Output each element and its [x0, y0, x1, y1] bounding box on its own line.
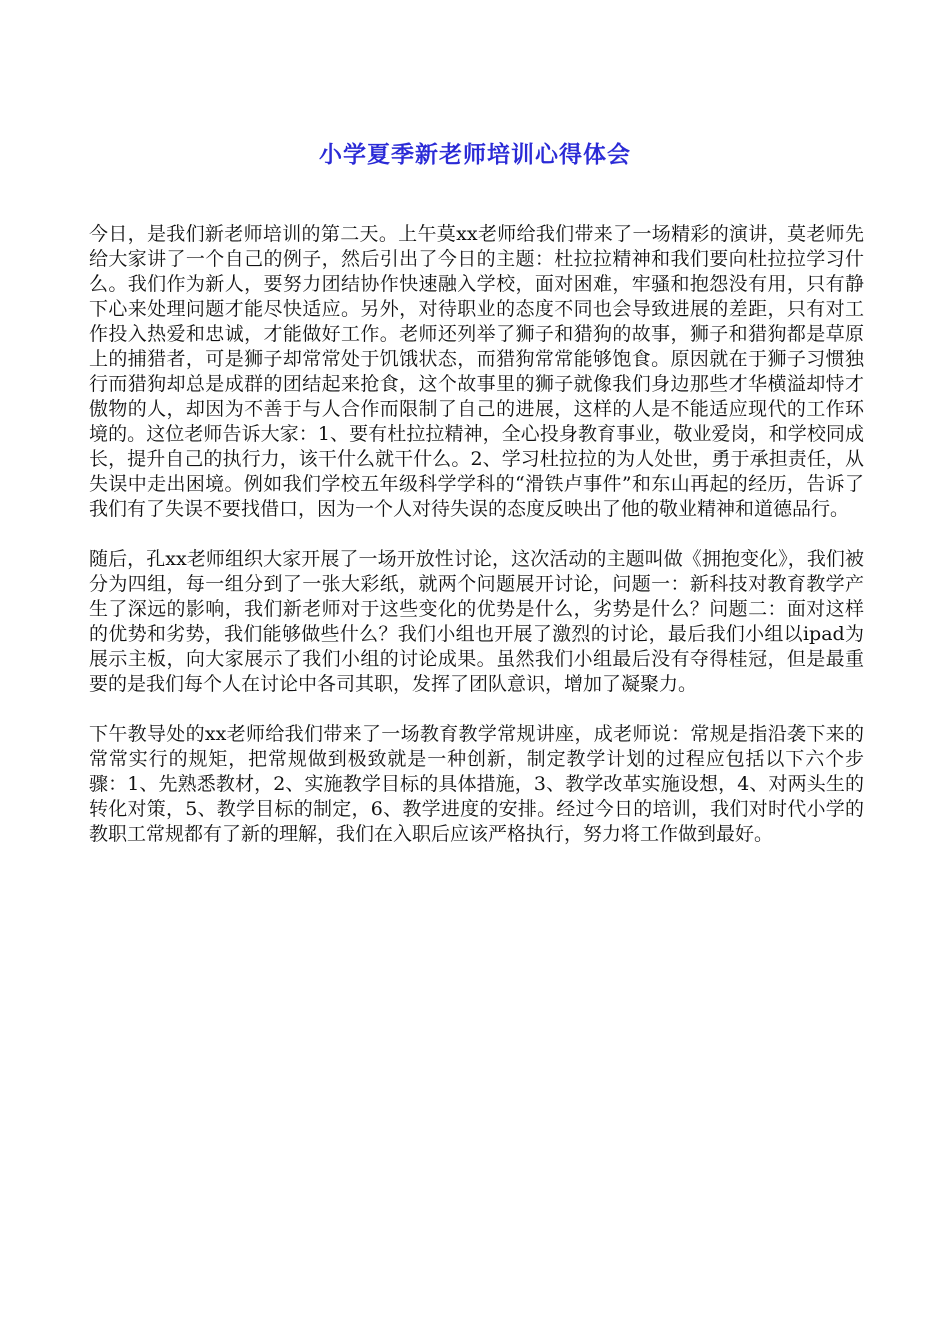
paragraph-2: 随后，孔xx老师组织大家开展了一场开放性讨论，这次活动的主题叫做《拥抱变化》，我们被分为四组，每一组分到了一张大彩纸，就两个问题展开讨论，问题一：新科技对教育教学产生了深远的影响，我们新老师对于这些变化的优势是什么，劣势是什么？问题二：面对这样的优势和劣势，我们能够做些什么？我们小组也开展了激烈的讨论，最后我们小组以ipad为展示主板，向大家展示了我们小组的讨论成果。虽然我们小组最后没有夺得桂冠，但是最重要的是我们每个人在讨论中各司其职，发挥了团队意识，增加了凝聚力。 [89, 548, 864, 695]
paragraph-1: 今日，是我们新老师培训的第二天。上午莫xx老师给我们带来了一场精彩的演讲，莫老师先给大家讲了一个自己的例子，然后引出了今日的主题：杜拉拉精神和我们要向杜拉拉学习什么。我们作为新人，要努力团结协作快速融入学校，面对困难，牢骚和抱怨没有用，只有静下心来处理问题才能尽快适应。另外，对待职业的态度不同也会导致进展的差距，只有对工作投入热爱和忠诚，才能做好工作。老师还列举了狮子和猎狗的故事，狮子和猎狗都是草原上的捕猎者，可是狮子却常常处于饥饿状态，而猎狗常常能够饱食。原因就在于狮子习惯独行而猎狗却总是成群的团结起来抢食，这个故事里的狮子就像我们身边那些才华横溢却恃才傲物的人，却因为不善于与人合作而限制了自己的进展，这样的人是不能适应现代的工作环境的。这位老师告诉大家：1、要有杜拉拉精神，全心投身教育事业，敬业爱岗，和学校同成长，提升自己的执行力，该干什么就干什么。2、学习杜拉拉的为人处世，勇于承担责任，从失误中走出困境。例如我们学校五年级科学学科的“滑铁卢事件”和东山再起的经历，告诉了我们有了失误不要找借口，因为一个人对待失误的态度反映出了他的敬业精神和道德品行。 [89, 223, 864, 520]
document-title: 小学夏季新老师培训心得体会 [319, 142, 631, 168]
paragraph-3: 下午教导处的xx老师给我们带来了一场教育教学常规讲座，成老师说：常规是指沿袭下来的常常实行的规矩，把常规做到极致就是一种创新，制定教学计划的过程应包括以下六个步骤：1、先熟悉教材，2、实施教学目标的具体措施，3、教学改革实施设想，4、对两头生的转化对策，5、教学目标的制定，6、教学进度的安排。经过今日的培训，我们对时代小学的教职工常规都有了新的理解，我们在入职后应该严格执行，努力将工作做到最好。 [89, 723, 864, 845]
document-body [89, 222, 864, 872]
